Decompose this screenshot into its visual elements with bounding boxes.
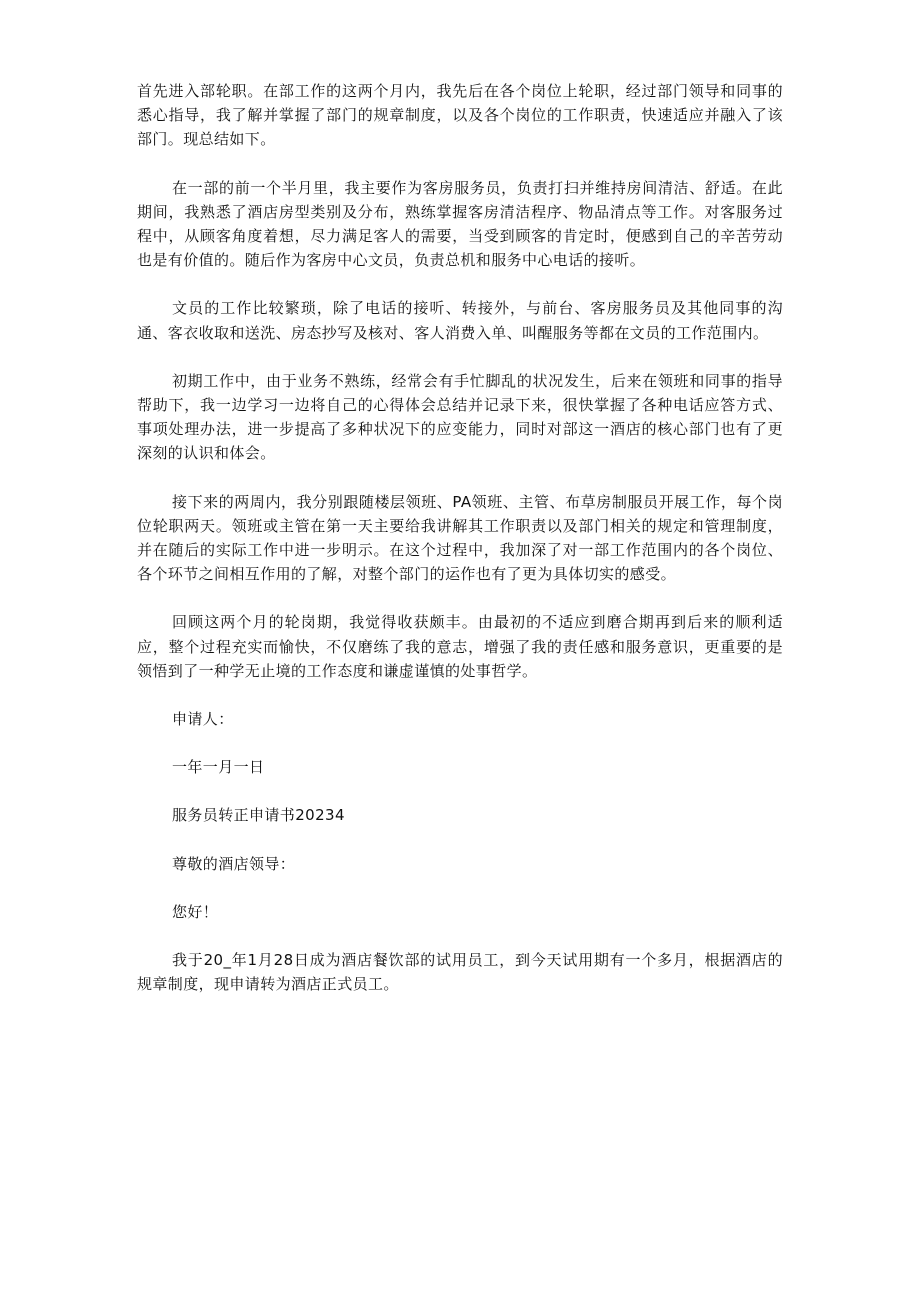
- applicant-line: 申请人：: [172, 710, 234, 729]
- greeting: 您好！: [172, 902, 219, 921]
- paragraph-review: 回顾这两个月的轮岗期，我觉得收获颇丰。由最初的不适应到磨合期再到后来的顺利适应，整个过程充实而愉快，不仅磨练了我的意志，增强了我的责任感和服务意识，更重要的是领悟到了一种学无止境的工作态度和谦虚谨慎的处事哲学。: [137, 613, 783, 680]
- document-body: [137, 79, 783, 1020]
- paragraph-clerk-duties: 文员的工作比较繁琐，除了电话的接听、转接外，与前台、客房服务员及其他同事的沟通、客衣收取和送洗、房态抄写及核对、客人消费入单、叫醒服务等都在文员的工作范围内。: [137, 299, 783, 342]
- section-title: 服务员转正申请书20234: [172, 806, 345, 825]
- date-line: 一年一月一日: [172, 758, 265, 777]
- paragraph-intro: 首先进入部轮职。在部工作的这两个月内，我先后在各个岗位上轮职，经过部门领导和同事的悉心指导，我了解并掌握了部门的规章制度，以及各个岗位的工作职责，快速适应并融入了该部门。现总结如下。: [137, 82, 783, 149]
- paragraph-early-work: 初期工作中，由于业务不熟练，经常会有手忙脚乱的状况发生，后来在领班和同事的指导帮助下，我一边学习一边将自己的心得体会总结并记录下来，很快掌握了各种电话应答方式、事项处理办法，进一步提高了多种状况下的应变能力，同时对部这一酒店的核心部门也有了更深刻的认识和体会。: [137, 371, 783, 463]
- paragraph-rotation: 接下来的两周内，我分别跟随楼层领班、PA领班、主管、布草房制服员开展工作，每个岗位轮职两天。领班或主管在第一天主要给我讲解其工作职责以及部门相关的规定和管理制度，并在随后的实际工作中进一步明示。在这个过程中，我加深了对一部工作范围内的各个岗位、各个环节之间相互作用的了解，对整个部门的运作也有了更为具体切实的感受。: [137, 492, 783, 584]
- salutation: 尊敬的酒店领导：: [172, 854, 296, 873]
- paragraph-room-service: 在一部的前一个半月里，我主要作为客房服务员，负责打扫并维持房间清洁、舒适。在此期间，我熟悉了酒店房型类别及分布，熟练掌握客房清洁程序、物品清点等工作。对客服务过程中，从顾客角度着想，尽力满足客人的需要，当受到顾客的肯定时，便感到自己的辛苦劳动也是有价值的。随后作为客房中心文员，负责总机和服务中心电话的接听。: [137, 178, 783, 270]
- paragraph-application: 我于20_年1月28日成为酒店餐饮部的试用员工，到今天试用期有一个多月，根据酒店的规章制度，现申请转为酒店正式员工。: [137, 951, 783, 994]
